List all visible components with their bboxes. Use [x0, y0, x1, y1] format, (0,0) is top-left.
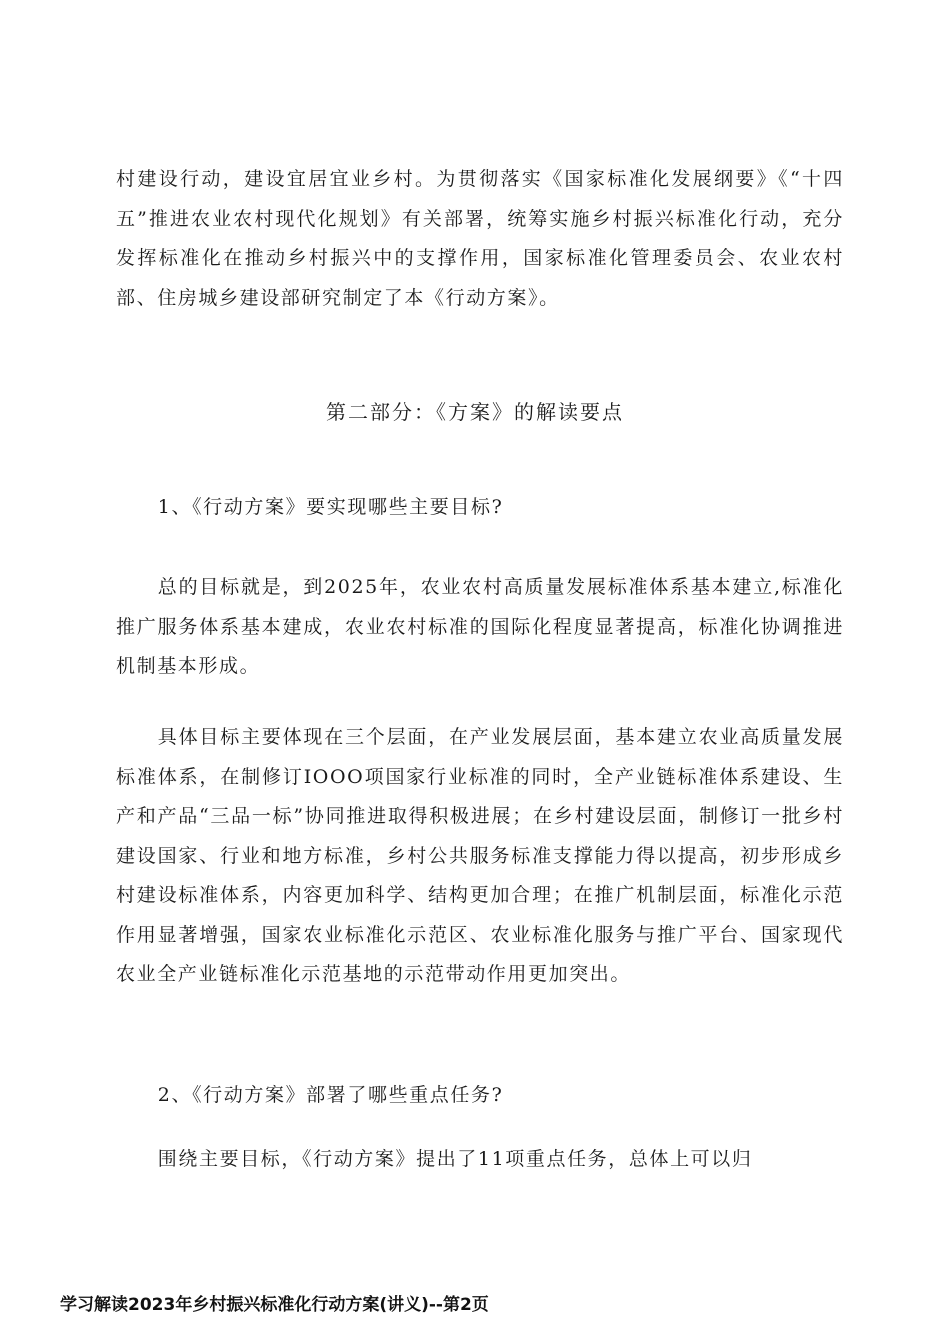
paragraph-overall-goal: 总的目标就是，到2025年，农业农村高质量发展标准体系基本建立,标准化推广服务体系基本建成，农业农村标准的国际化程度显著提高，标准化协调推进机制基本形成。: [116, 576, 844, 677]
paragraph-intro-continued: 村建设行动，建设宜居宜业乡村。为贯彻落实《国家标准化发展纲要》《“十四五”推进农业农村现代化规划》有关部署，统筹实施乡村振兴标准化行动，充分发挥标准化在推动乡村振兴中的支撑作用，国家标准化管理委员会、农业农村部、住房城乡建设部研究制定了本《行动方案》。: [116, 168, 844, 309]
question-1: 1、《行动方案》要实现哪些主要目标?: [157, 496, 504, 518]
section-heading: 第二部分：《方案》的解读要点: [326, 400, 624, 424]
paragraph-specific-goals: 具体目标主要体现在三个层面，在产业发展层面，基本建立农业高质量发展标准体系，在制修订IOOO项国家行业标准的同时，全产业链标准体系建设、生产和产品“三品一标”协同推进取得积极进展；在乡村建设层面，制修订一批乡村建设国家、行业和地方标准，乡村公共服务标准支撑能力得以提高，初步形成乡村建设标准体系，内容更加科学、结构更加合理；在推广机制层面，标准化示范作用显著增强，国家农业标准化示范区、农业标准化服务与推广平台、国家现代农业全产业链标准化示范基地的示范带动作用更加突出。: [116, 726, 844, 985]
page-footer-title: 学习解读2023年乡村振兴标准化行动方案(讲义)--第2页: [60, 1295, 489, 1315]
question-2: 2、《行动方案》部署了哪些重点任务?: [157, 1084, 504, 1106]
paragraph-key-tasks: 围绕主要目标，《行动方案》提出了11项重点任务，总体上可以归: [157, 1148, 753, 1170]
